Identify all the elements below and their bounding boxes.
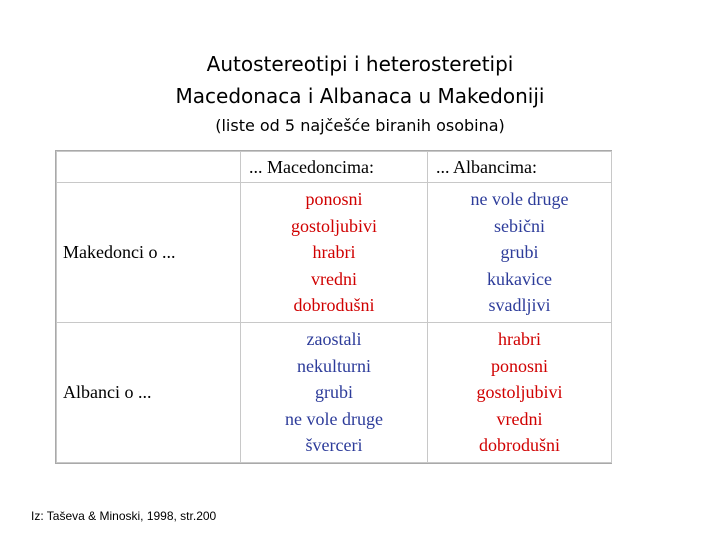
header-empty-cell (57, 152, 241, 183)
trait: hrabri (312, 242, 356, 263)
trait: gostoljubivi (290, 215, 377, 236)
trait: svadljivi (488, 295, 551, 316)
trait: grubi (500, 242, 539, 263)
header-macedoncima: ... Macedoncima: (241, 152, 428, 183)
table-row-albanci (57, 323, 612, 463)
cell-makedonci-macedoncima (241, 183, 428, 323)
stereotypes-table (55, 150, 612, 464)
trait: nekulturni (297, 355, 371, 376)
trait: sebični (494, 215, 545, 236)
trait: ponosni (490, 355, 548, 376)
trait: kukavice (487, 268, 552, 289)
header-row (57, 152, 612, 183)
trait: zaostali (306, 329, 362, 350)
table-grid (56, 151, 612, 463)
row-label-albanci: Albanci o ... (57, 323, 241, 463)
header-albancima: ... Albancima: (428, 152, 612, 183)
trait: dobrodušni (293, 295, 375, 316)
trait: hrabri (498, 329, 541, 350)
cell-makedonci-albancima (428, 183, 612, 323)
title-line-1: Autostereotipi i heterosteretipi (206, 52, 514, 76)
trait: ponosni (305, 189, 363, 210)
trait: vredni (311, 268, 357, 289)
trait: dobrodušni (479, 435, 560, 456)
source-citation: Iz: Taševa & Minoski, 1998, str.200 (31, 509, 217, 523)
title-line-2: Macedonaca i Albanaca u Makedoniji (175, 84, 545, 108)
cell-albanci-macedoncima (241, 323, 428, 463)
cell-albanci-albancima (428, 323, 612, 463)
row-label-makedonci: Makedonci o ... (57, 183, 241, 323)
trait: šverceri (305, 435, 363, 456)
trait: ne vole druge (285, 408, 383, 429)
table-row-makedonci (57, 183, 612, 323)
trait: grubi (315, 382, 353, 403)
trait: vredni (496, 408, 543, 429)
subtitle: (liste od 5 najčešće biranih osobina) (215, 116, 505, 135)
trait: gostoljubivi (476, 382, 563, 403)
trait: ne vole druge (470, 189, 569, 210)
